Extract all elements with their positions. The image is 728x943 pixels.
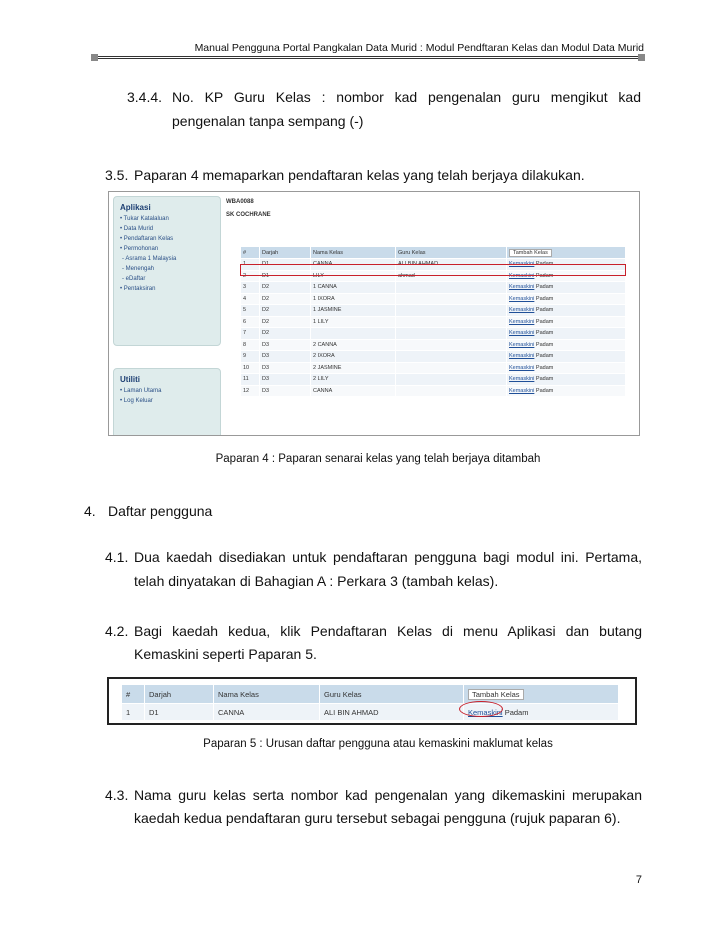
padam-link[interactable]: Padam bbox=[535, 284, 554, 291]
section-4-1-line2: telah dinyatakan di Bahagian A : Perkara 3 (tambah kelas). bbox=[134, 573, 499, 589]
kemaskini-link[interactable]: Kemaskini bbox=[509, 353, 535, 360]
table-row bbox=[241, 316, 626, 328]
aplikasi-menu-title: Aplikasi bbox=[120, 203, 151, 212]
cell-darjah: D3 bbox=[260, 385, 311, 397]
cell-guru-kelas bbox=[396, 351, 507, 363]
cell-guru-kelas bbox=[396, 328, 507, 340]
menu-item-pentaksiran[interactable]: • Pentaksiran bbox=[120, 286, 156, 292]
cell-guru-kelas: ahmad bbox=[396, 270, 507, 282]
cell-number: 2 bbox=[241, 270, 260, 282]
cell-darjah: D1 bbox=[260, 270, 311, 282]
cell-actions bbox=[507, 328, 626, 340]
padam-link[interactable]: Padam bbox=[535, 353, 554, 360]
cell-number: 6 bbox=[241, 316, 260, 328]
cell-actions bbox=[507, 351, 626, 363]
figure-class-list-screenshot bbox=[108, 191, 640, 436]
cell-nama-kelas: CANNA bbox=[214, 704, 320, 721]
cell-nama-kelas: 2 IXORA bbox=[311, 351, 396, 363]
utiliti-menu-title: Utiliti bbox=[120, 375, 140, 384]
menu-item-menengah[interactable]: - Menengah bbox=[122, 266, 155, 272]
table-row bbox=[241, 328, 626, 340]
cell-nama-kelas: 1 LILY bbox=[311, 316, 396, 328]
cell-darjah: D2 bbox=[260, 305, 311, 317]
table-row bbox=[122, 704, 619, 721]
cell-actions bbox=[507, 305, 626, 317]
col-header-number: # bbox=[122, 685, 145, 704]
cell-actions bbox=[507, 282, 626, 294]
table-row bbox=[241, 282, 626, 294]
section-4-3-line2: kaedah kedua pendaftaran guru tersebut sebagai pengguna (rujuk paparan 6). bbox=[134, 810, 621, 826]
cell-nama-kelas: 1 CANNA bbox=[311, 282, 396, 294]
app-sidebar bbox=[113, 196, 221, 436]
page-number: 7 bbox=[635, 874, 642, 886]
cell-darjah: D3 bbox=[260, 362, 311, 374]
header-rule bbox=[92, 56, 644, 59]
cell-number: 1 bbox=[122, 704, 145, 721]
menu-item-edaftar[interactable]: - eDaftar bbox=[122, 276, 146, 282]
section-4-3-number: 4.3. bbox=[105, 787, 129, 803]
cell-actions bbox=[507, 362, 626, 374]
cell-number: 5 bbox=[241, 305, 260, 317]
table-header-row bbox=[122, 685, 619, 704]
cell-darjah: D3 bbox=[260, 374, 311, 386]
menu-item-tukar-katalaluan[interactable]: • Tukar Katalaluan bbox=[120, 216, 169, 222]
cell-nama-kelas: CANNA bbox=[311, 385, 396, 397]
cell-actions bbox=[507, 293, 626, 305]
table-header-row bbox=[241, 247, 626, 259]
cell-darjah: D2 bbox=[260, 293, 311, 305]
class-table-excerpt bbox=[121, 684, 619, 721]
cell-number: 11 bbox=[241, 374, 260, 386]
kemaskini-link[interactable]: Kemaskini bbox=[509, 307, 535, 314]
col-header-darjah: Darjah bbox=[145, 685, 214, 704]
cell-darjah: D2 bbox=[260, 282, 311, 294]
cell-number: 1 bbox=[241, 259, 260, 271]
section-4-3-line1: Nama guru kelas serta nombor kad pengenalan yang dikemaskini merupakan bbox=[134, 787, 642, 803]
table-row bbox=[241, 293, 626, 305]
section-4-1-number: 4.1. bbox=[105, 549, 129, 565]
padam-link[interactable]: Padam bbox=[535, 261, 554, 268]
tambah-kelas-button[interactable]: Tambah Kelas bbox=[468, 689, 524, 700]
cell-guru-kelas bbox=[396, 385, 507, 397]
kemaskini-link[interactable]: Kemaskini bbox=[509, 376, 535, 383]
cell-number: 4 bbox=[241, 293, 260, 305]
figure-5-caption: Paparan 5 : Urusan daftar pengguna atau kemaskini maklumat kelas bbox=[203, 738, 553, 750]
cell-guru-kelas bbox=[396, 362, 507, 374]
cell-darjah: D3 bbox=[260, 339, 311, 351]
section-3-4-4-number: 3.4.4. bbox=[127, 89, 163, 105]
cell-number: 9 bbox=[241, 351, 260, 363]
section-4-1-line1: Dua kaedah disediakan untuk pendaftaran pengguna bagi modul ini. Pertama, bbox=[134, 549, 642, 565]
col-header-nama-kelas: Nama Kelas bbox=[311, 247, 396, 259]
col-header-tambah-kelas[interactable] bbox=[507, 247, 626, 259]
kemaskini-link[interactable]: Kemaskini bbox=[509, 261, 535, 268]
figure-edit-button-screenshot bbox=[107, 677, 637, 725]
aplikasi-menu bbox=[113, 196, 221, 346]
kemaskini-link[interactable]: Kemaskini bbox=[509, 341, 535, 348]
col-header-guru-kelas: Guru Kelas bbox=[320, 685, 464, 704]
cell-actions bbox=[507, 385, 626, 397]
figure-4-caption: Paparan 4 : Paparan senarai kelas yang telah berjaya ditambah bbox=[215, 453, 541, 465]
utiliti-menu bbox=[113, 368, 221, 436]
col-header-number: # bbox=[241, 247, 260, 259]
section-4-2-line1: Bagi kaedah kedua, klik Pendaftaran Kelas di menu Aplikasi dan butang bbox=[134, 623, 642, 639]
padam-link[interactable]: Padam bbox=[535, 295, 554, 302]
padam-link[interactable]: Padam bbox=[535, 307, 554, 314]
col-header-guru-kelas: Guru Kelas bbox=[396, 247, 507, 259]
cell-guru-kelas: ALI BIN AHMAD bbox=[396, 259, 507, 271]
cell-nama-kelas: 2 CANNA bbox=[311, 339, 396, 351]
tambah-kelas-button[interactable]: Tambah Kelas bbox=[509, 249, 552, 257]
cell-nama-kelas: LILY bbox=[311, 270, 396, 282]
section-3-5-text: Paparan 4 memaparkan pendaftaran kelas yang telah berjaya dilakukan. bbox=[134, 167, 585, 183]
kemaskini-link[interactable]: Kemaskini bbox=[468, 707, 503, 717]
section-3-4-4-line2: pengenalan tanpa sempang (-) bbox=[172, 113, 364, 129]
cell-darjah: D1 bbox=[145, 704, 214, 721]
padam-link[interactable]: Padam bbox=[535, 364, 554, 371]
cell-actions bbox=[507, 374, 626, 386]
col-header-darjah: Darjah bbox=[260, 247, 311, 259]
cell-darjah: D1 bbox=[260, 259, 311, 271]
cell-guru-kelas bbox=[396, 316, 507, 328]
header-rule-marker-left bbox=[91, 54, 98, 61]
table-row bbox=[241, 374, 626, 386]
kemaskini-highlight-circle bbox=[459, 701, 503, 717]
cell-number: 8 bbox=[241, 339, 260, 351]
kemaskini-link[interactable]: Kemaskini bbox=[509, 272, 535, 279]
section-3-5-number: 3.5. bbox=[105, 167, 129, 183]
school-name: SK COCHRANE bbox=[226, 212, 271, 218]
table-row bbox=[241, 305, 626, 317]
cell-nama-kelas: 1 IXORA bbox=[311, 293, 396, 305]
school-code: WBA0088 bbox=[226, 199, 254, 205]
cell-darjah: D2 bbox=[260, 328, 311, 340]
cell-actions bbox=[507, 339, 626, 351]
padam-link[interactable]: Padam bbox=[535, 387, 554, 394]
kemaskini-link[interactable]: Kemaskini bbox=[509, 295, 535, 302]
cell-guru-kelas bbox=[396, 282, 507, 294]
padam-link[interactable]: Padam bbox=[535, 330, 554, 337]
menu-item-data-murid[interactable]: • Data Murid bbox=[120, 226, 154, 232]
highlight-new-row bbox=[240, 264, 626, 276]
cell-number: 3 bbox=[241, 282, 260, 294]
kemaskini-link[interactable]: Kemaskini bbox=[509, 387, 535, 394]
section-4-number: 4. bbox=[84, 503, 96, 519]
kemaskini-link[interactable]: Kemaskini bbox=[509, 318, 535, 325]
menu-item-asrama[interactable]: - Asrama 1 Malaysia bbox=[122, 256, 177, 262]
cell-guru-kelas bbox=[396, 293, 507, 305]
menu-item-pendaftaran-kelas[interactable]: • Pendaftaran Kelas bbox=[120, 236, 174, 242]
kemaskini-link[interactable]: Kemaskini bbox=[509, 364, 535, 371]
cell-nama-kelas: CANNA bbox=[311, 259, 396, 271]
padam-link[interactable]: Padam bbox=[535, 376, 554, 383]
menu-item-permohonan[interactable]: • Permohonan bbox=[120, 246, 159, 252]
cell-number: 10 bbox=[241, 362, 260, 374]
padam-link[interactable]: Padam bbox=[535, 341, 554, 348]
cell-guru-kelas bbox=[396, 374, 507, 386]
col-header-nama-kelas: Nama Kelas bbox=[214, 685, 320, 704]
padam-link[interactable]: Padam bbox=[535, 318, 554, 325]
padam-link[interactable]: Padam bbox=[535, 272, 554, 279]
table-row bbox=[241, 339, 626, 351]
header-rule-marker-right bbox=[638, 54, 645, 61]
cell-guru-kelas bbox=[396, 305, 507, 317]
table-row bbox=[241, 362, 626, 374]
cell-nama-kelas: 2 LILY bbox=[311, 374, 396, 386]
table-row bbox=[241, 385, 626, 397]
cell-guru-kelas bbox=[396, 339, 507, 351]
cell-number: 7 bbox=[241, 328, 260, 340]
cell-nama-kelas bbox=[311, 328, 396, 340]
menu-item-laman-utama[interactable]: • Laman Utama bbox=[120, 388, 162, 394]
kemaskini-link[interactable]: Kemaskini bbox=[509, 284, 535, 291]
kemaskini-link[interactable]: Kemaskini bbox=[509, 330, 535, 337]
cell-nama-kelas: 1 JASMINE bbox=[311, 305, 396, 317]
cell-actions bbox=[507, 316, 626, 328]
section-4-2-line2: Kemaskini seperti Paparan 5. bbox=[134, 646, 317, 662]
section-4-title: Daftar pengguna bbox=[108, 503, 213, 519]
menu-item-log-keluar[interactable]: • Log Keluar bbox=[120, 398, 153, 404]
cell-darjah: D3 bbox=[260, 351, 311, 363]
section-4-2-number: 4.2. bbox=[105, 623, 129, 639]
cell-nama-kelas: 2 JASMINE bbox=[311, 362, 396, 374]
page-header: Manual Pengguna Portal Pangkalan Data Murid : Modul Pendftaran Kelas dan Modul Data Murid bbox=[194, 42, 644, 54]
cell-guru-kelas: ALI BIN AHMAD bbox=[320, 704, 464, 721]
cell-darjah: D2 bbox=[260, 316, 311, 328]
section-3-4-4-line1: No. KP Guru Kelas : nombor kad pengenalan guru mengikut kad bbox=[172, 89, 641, 105]
table-row bbox=[241, 351, 626, 363]
cell-number: 12 bbox=[241, 385, 260, 397]
padam-link[interactable]: Padam bbox=[504, 707, 529, 717]
